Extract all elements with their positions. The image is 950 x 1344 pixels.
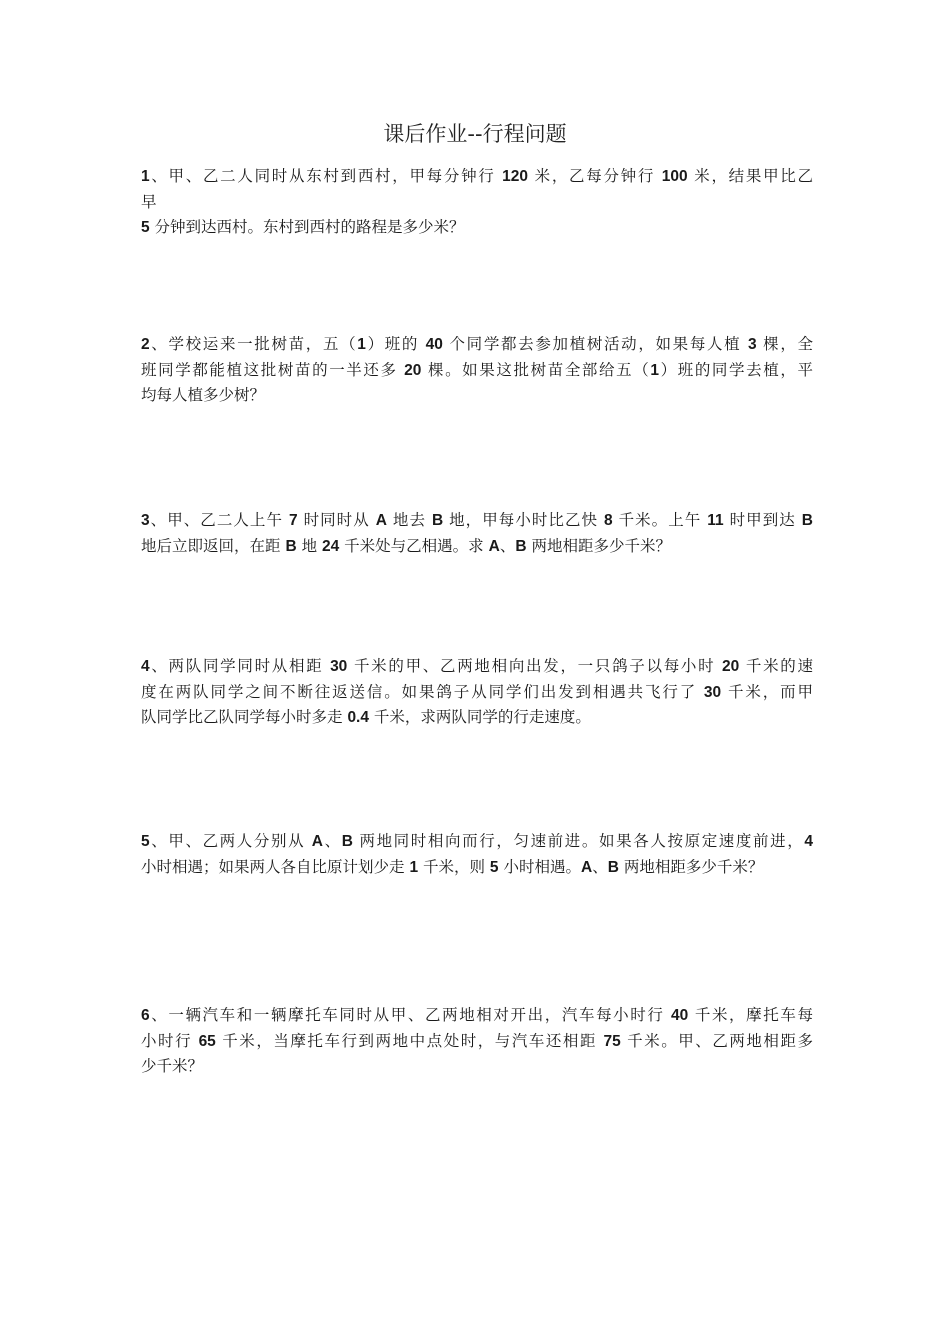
question-5-line-1: 5、甲、乙两人分别从 A、B 两地同时相向而行，匀速前进。如果各人按原定速度前进，4: [141, 832, 813, 850]
question-2: [141, 332, 813, 409]
question-2-line-1: 2、学校运来一批树苗，五（1）班的 40 个同学都去参加植树活动，如果每人植 3 棵，全: [141, 335, 813, 353]
question-4-line-3: 队同学比乙队同学每小时多走 0.4 千米，求两队同学的行走速度。: [141, 708, 591, 726]
question-4-line-2: 度在两队同学之间不断往返送信。如果鸽子从同学们出发到相遇共飞行了 30 千米，而甲: [141, 682, 813, 701]
question-3-line-1: 3、甲、乙二人上午 7 时同时从 A 地去 B 地，甲每小时比乙快 8 千米。上午 11 时甲到达 B: [141, 511, 813, 529]
question-1-line-2: 早: [141, 192, 157, 211]
question-4-line-1: 4、两队同学同时从相距 30 千米的甲、乙两地相向出发，一只鸽子以每小时 20 千米的速: [141, 657, 813, 675]
worksheet-title: 课后作业--行程问题: [383, 122, 567, 146]
question-1-line-1: 1、甲、乙二人同时从东村到西村，甲每分钟行 120 米，乙每分钟行 100 米，结果甲比乙: [141, 167, 813, 185]
question-6-line-1: 6、一辆汽车和一辆摩托车同时从甲、乙两地相对开出，汽车每小时行 40 千米，摩托车每: [141, 1006, 813, 1024]
question-5: [141, 829, 813, 880]
question-2-line-2: 班同学都能植这批树苗的一半还多 20 棵。如果这批树苗全部给五（1）班的同学去植，平: [141, 360, 813, 379]
question-1-line-3: 5 分钟到达西村。东村到西村的路程是多少米？: [141, 218, 465, 236]
question-6: [141, 1003, 813, 1080]
question-6-line-2: 小时行 65 千米，当摩托车行到两地中点处时，与汽车还相距 75 千米。甲、乙两地相距多: [141, 1031, 813, 1050]
question-6-line-3: 少千米？: [141, 1057, 204, 1075]
question-5-line-2: 小时相遇；如果两人各自比原计划少走 1 千米，则 5 小时相遇。A、B 两地相距多少千米？: [141, 857, 764, 876]
question-3-line-2: 地后立即返回，在距 B 地 24 千米处与乙相遇。求 A、B 两地相距多少千米？: [141, 536, 671, 555]
question-1: [141, 164, 813, 241]
question-4: [141, 654, 813, 731]
question-2-line-3: 均每人植多少树？: [141, 386, 266, 404]
question-3: [141, 508, 813, 559]
